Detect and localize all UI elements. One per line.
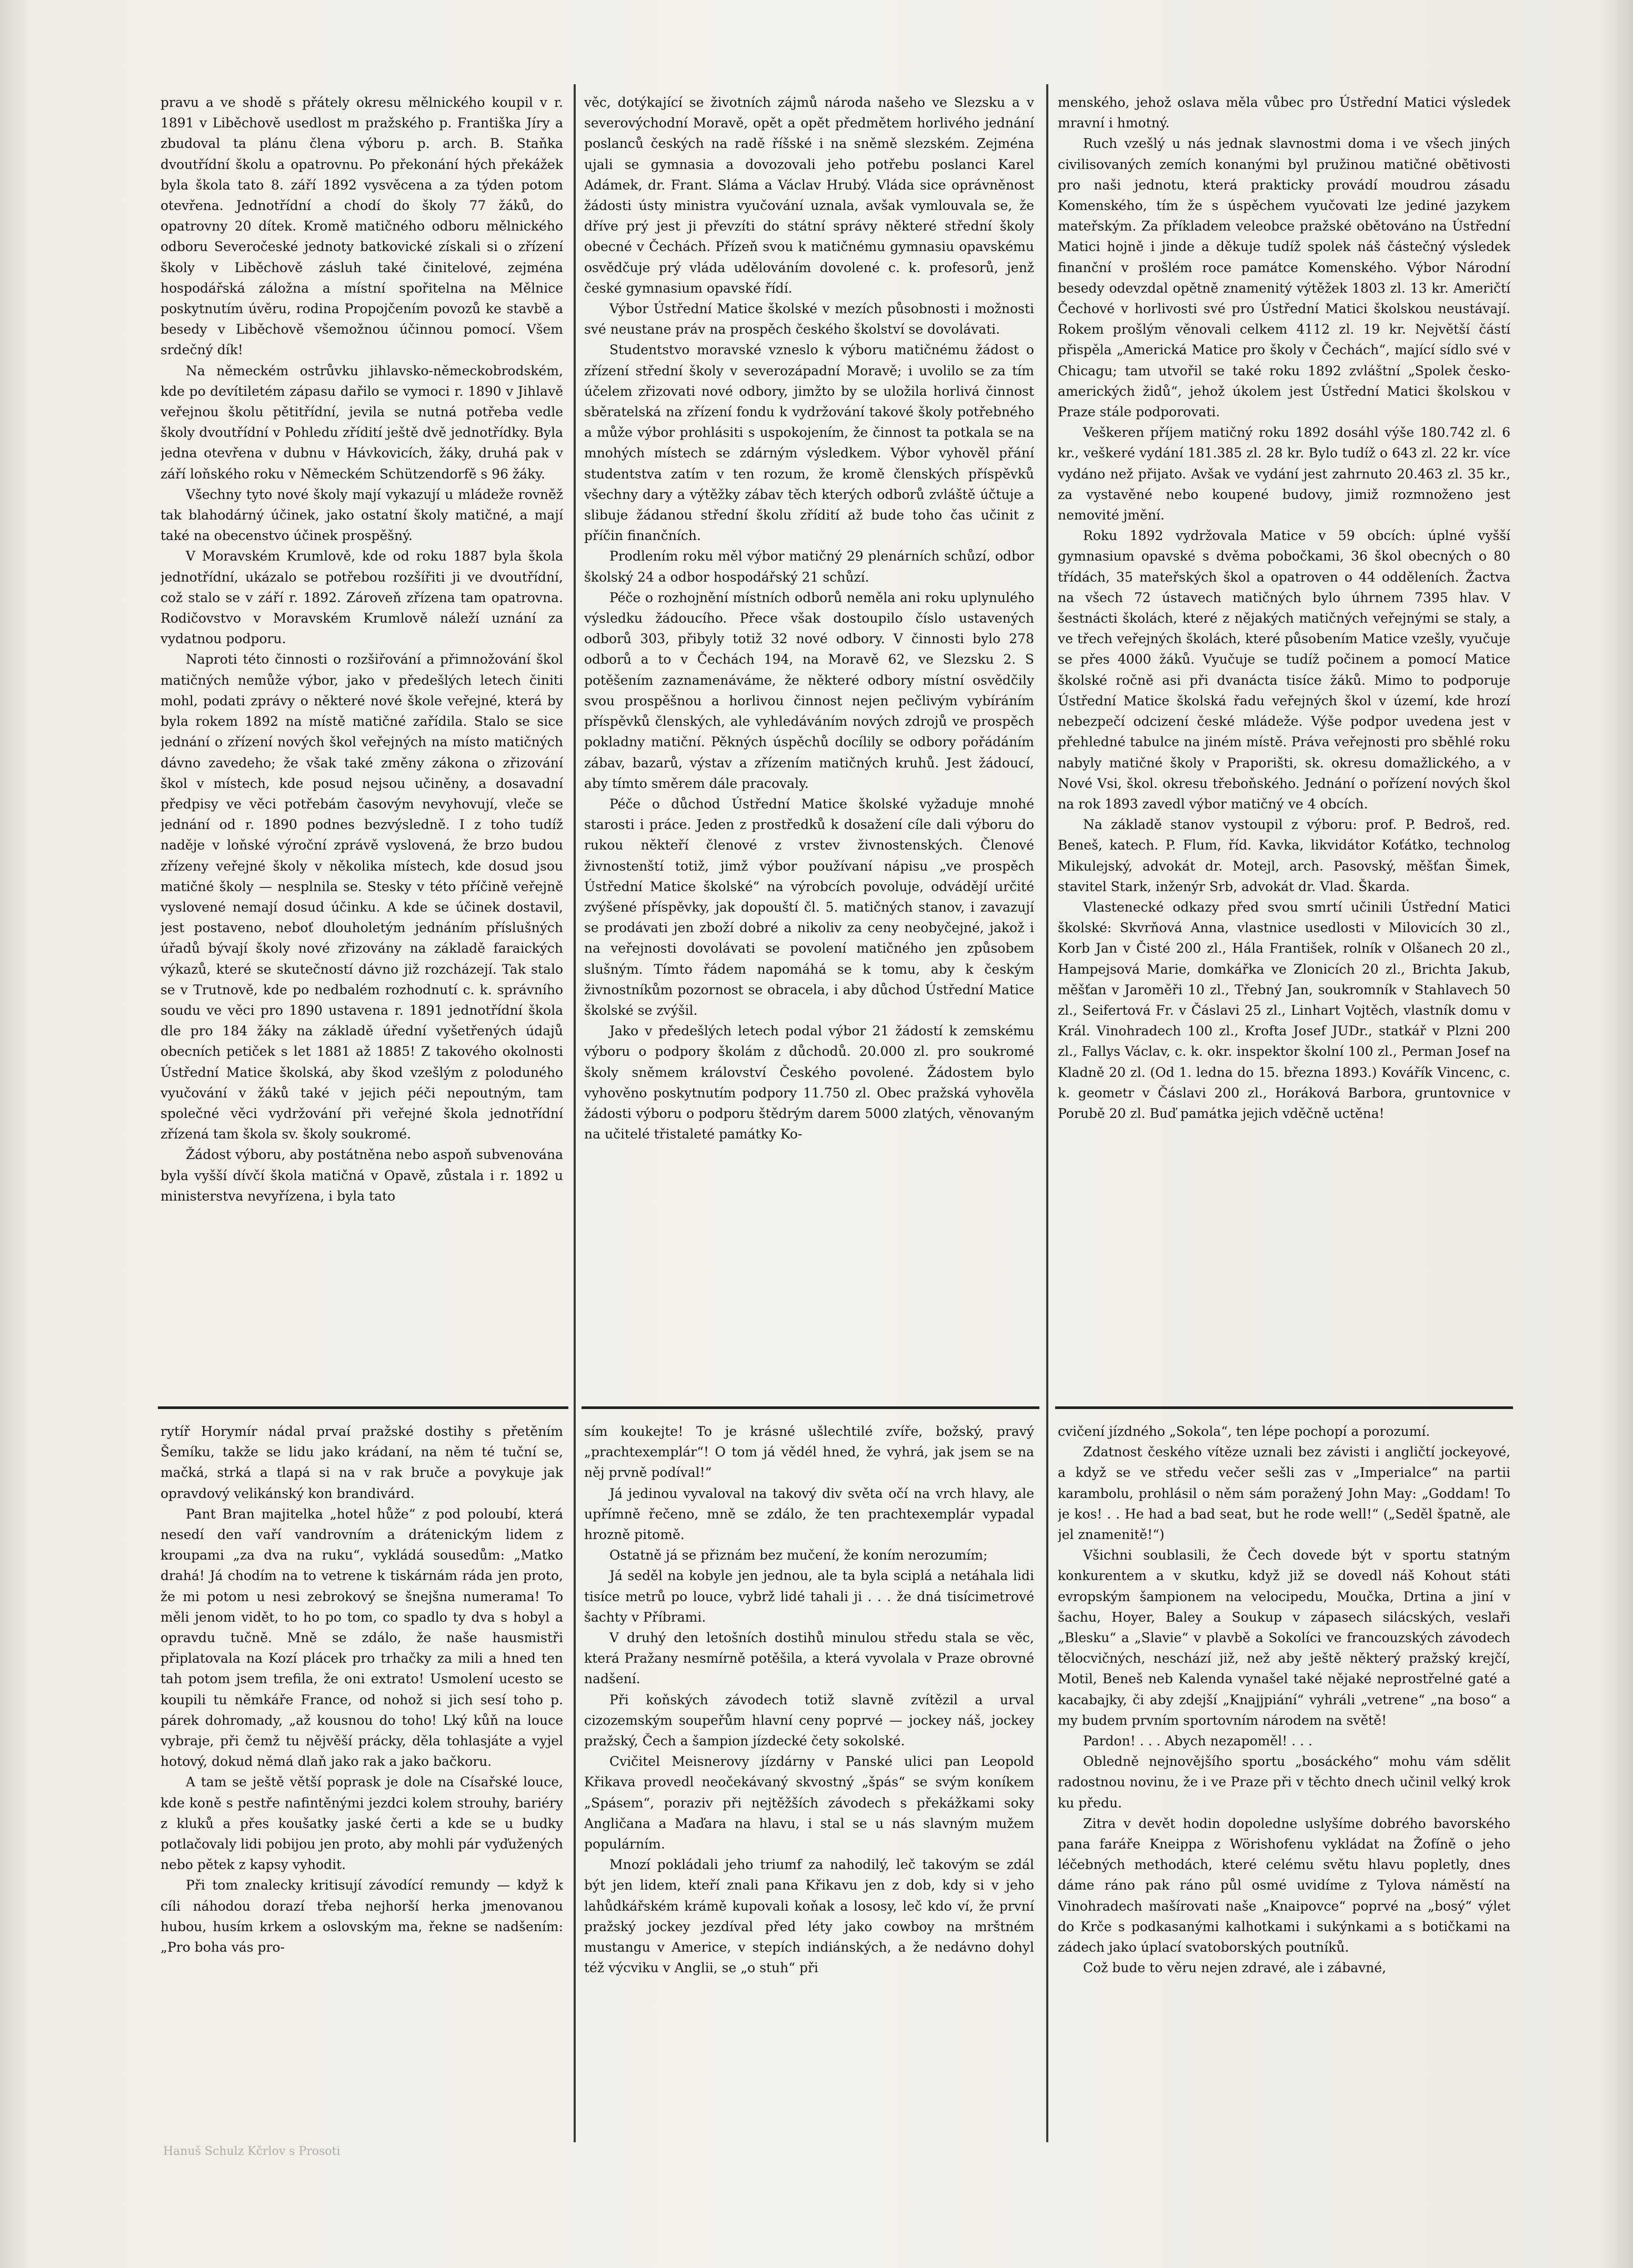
column-divider-2: [1046, 84, 1048, 2142]
paragraph: Všechny tyto nové školy mají vykazují u mládeže rovněž tak blahodárný účinek, jako ostatní školy matičné, a mají také na obecenstvo účinek prospěšný.: [161, 486, 563, 544]
paragraph: Všichni soublasili, že Čech dovede být v sportu statným konkurentem a v skutku, když již se dovedl náš Kohout státi evropským šampionem na velocipedu, Moučka, Drtina a jiní v šachu, Hoyer, Baley a Soukup v zápasech silácských, veslaři „Blesku“ a „Slavie“ v plavbě a Sokolíci ve francouzských závodech tělocvičných, neschází již, než aby ještě některý pražský krejčí, Motil, Beneš neb Kalenda vynašel také nějaké neprostřelné gaté a kacabajky, či aby zdejší „Knajjpiání“ vyhráli „vetrene“ „na boso“ a my budem prvním sportovním národem na světě!: [1058, 1547, 1510, 1728]
paragraph: Mnozí pokládali jeho triumf za nahodilý, leč takovým se zdál být jen lidem, kteří znali pana Křikavu jen z dob, kdy si v jeho lahůdkářském krámě kupovali koňak a lososy, leč kdo ví, že první pražský jockey jezdíval před léty jako cowboy na mrštném mustangu v Americe, v stepích indiánských, a že nedávno dohyl též výcviku v Anglii, se „o stuh“ při: [584, 1857, 1034, 1976]
paragraph: cvičení jízdného „Sokola“, ten lépe pochopí a porozumí.: [1058, 1424, 1430, 1439]
column-2-top: [584, 92, 1034, 1403]
paragraph: Naproti této činnosti o rozšiřování a přimnožování škol matičných nemůže výbor, jako v předešlých letech činiti mohl, podati zprávy o některé nové škole veřejné, která by byla rokem 1892 na místě matičné zařídila. Stalo se sice jednání o zřízení nových škol veřejných na místo matičných dávno zavedeho; že však také změny zákona o zřizování škol v místech, kde posud nejsou učiněny, a dosavadní předpisy ve věci potřebám časovým nevyhovují, vleče se jednání od r. 1890 podnes bezvýsledně. I z toho tudíž naděje v loňské výroční zprávě vyslovená, že brzo budou zřízeny veřejné školy v několika místech, kde dosud jsou matičné školy — nesplnila se. Stesky v této příčině veřejně vyslovené nemají dosud účinku. A kde se účinek dostavil, jest postaveno, neboť dlouholetým jednáním příslušných úřadů bývají školy nové zřizovány na základě faraických výkazů, které se skutečností dávno již rozcházejí. Tak stalo se v Trutnově, kde po nedbalém rozhodnutí c. k. správního soudu ve věci pro 1890 ustavena r. 1891 jednotřídní škola dle pro 184 žáky na základě úřední vyšetřených údajů obecních petiček s let 1881 až 1885! Z takového okolnosti Ústřední Matice školská, aby škod vzešlým z poloduného vyučování v žáků také v jejich péči nepoutným, tam společné věci vydržování při veřejné škola jednotřídní zřízená tam škola sv. školy soukromé.: [161, 652, 563, 1142]
paragraph: Ostatně já se přiznám bez mučení, že koním nerozumím;: [609, 1547, 988, 1563]
footer-faint-text: Hanuš Schulz Kčrlov s Prosoti: [163, 2145, 340, 2158]
column-1-bottom: [161, 1421, 563, 2137]
paragraph: Což bude to věru nejen zdravé, ale i zábavné,: [1083, 1960, 1386, 1976]
paragraph: Roku 1892 vydržovala Matice v 59 obcích: úplné vyšší gymnasium opavské s dvěma pobočkami, 36 škol obecných o 80 třídách, 35 mateřských škol a opatroven o 44 odděleních. Žactva na všech 72 ústavech matičných bylo úhrnem 7395 hlav. V šestnácti školách, které z nějakých matičných veřejnými se staly, a ve třech veřejných školách, které působením Matice vzešly, vyučuje se přes 4000 žáků. Vyučuje se tudíž počinem a pomocí Matice školské ročně asi při dvanácta tisíce žáků. Mimo to podporuje Ústřední Matice školská řadu veřejných škol v území, kde hrozí nebezpečí odcizení české mládeže. Výše podpor uvedena jest v přehledné tabulce na jiném místě. Práva veřejnosti pro sběhlé roku nabyly matičné školy v Praporišti, sk. okresu domažlického, a v Nové Vsi, škol. okresu třeboňského. Jednání o pořízení nových škol na rok 1893 zavedl výbor matičný ve 4 obcích.: [1058, 528, 1510, 812]
paragraph: Na německém ostrůvku jihlavsko-německobrodském, kde po devítiletém zápasu dařilo se vymoci r. 1890 v Jihlavě veřejnou školu pětitřídní, jevila se nutná potřeba vedle školy dvoutřídní v Pohledu zřídití ještě dvě jednotřídky. Byla jedna otevřena v dubnu v Hávkovicích, žáky, druhá pak v září loňského roku v Německém Schützendorfě s 96 žáky.: [161, 363, 563, 482]
paragraph: rytíř Horymír nádal prvaí pražské dostihy s přetěním Šemíku, takže se lidu jako krádaní, na něm té tuční se, mačká, strká a tlapá si na v rak bruče a povykuje jak opravdový velikánský kon brandivárd.: [161, 1424, 563, 1501]
paragraph: Při koňských závodech totiž slavně zvítězil a urval cizozemským soupeřům hlavní ceny poprvé — jockey náš, jockey pražský, Čech a šampion jízdecké čety sokolské.: [584, 1692, 1034, 1749]
paragraph: věc, dotýkající se životních zájmů národa našeho ve Slezsku a v severovýchodní Moravě, opět a opět předmětem horlivého jednání poslanců českých na radě říšské i na sněmě slezském. Zejména ujali se gymnasia a dovozovali jeho potřebu poslanci Karel Adámek, dr. Frant. Sláma a Václav Hrubý. Vláda sice oprávněnost žádosti ústy ministra vyučování uznala, avšak vymlouvala se, že dříve prý jest ji převzíti do státní správy některé střední školy obecné v Čechách. Přízeň svou k matičnému gymnasiu opavskému osvědčuje prý vláda udělováním dovolené c. k. profesorů, jenž české gymnasium opavské řídí.: [584, 95, 1034, 296]
paragraph: Pardon! . . . Abych nezapoměl! . . .: [1083, 1733, 1313, 1749]
paragraph: Výbor Ústřední Matice školské v mezích působnosti i možnosti své neustane práv na prospěch českého školství se dovolávati.: [584, 301, 1034, 337]
paragraph: Ruch vzešlý u nás jednak slavnostmi doma i ve všech jiných civilisovaných zemích konanými byl pružinou matičné obětivosti pro naši jednotu, která prakticky provádí moudrou zásadu Komenského, tím že s úspěchem vyučovati lze jediné jazykem mateřským. Za příkladem veleobce pražské obětováno na Ústřední Matici hojně i jinde a děkuje tudíž spolek náš částečný výsledek finanční v prošlém roce památce Komenského. Výbor Národní besedy odevzdal opětně znamenitý výtěžek 1803 zl. 13 kr. Američtí Čechové v horlivosti své pro Ústřední Matici školskou neustávají. Rokem prošlým věnovali celkem 4112 zl. 19 kr. Největší částí přispěla „Americká Matice pro školy v Čechách“, mající sídlo své v Chicagu; tam utvořil se také roku 1892 zvláštní „Spolek česko-amerických židů“, jehož úkolem jest Ústřední Matici školskou v Praze stále podporovati.: [1058, 136, 1510, 420]
paragraph: Já seděl na kobyle jen jednou, ale ta byla sciplá a netáhala lidi tisíce metrů po louce, vybrž lidé tahali ji . . . že dná tisícimetrové šachty v Příbrami.: [584, 1568, 1034, 1625]
paragraph: Zitra v devět hodin dopoledne uslyšíme dobrého bavorského pana faráře Kneippa z Wörishofenu vykládat na Žofíně o jeho léčebných methodách, které celému světu hlavu popletly, dnes dáme ráno pak ráno půl osmé uvidíme z Tylova náměstí na Vinohradech mašírovati naše „Knaipovce“ poprvé na „bosý“ výlet do Krče s podkasanými kalhotkami i sukýnkami a s botičkami na zádech jako úplací svatoborských poutníků.: [1058, 1815, 1510, 1955]
column-divider-1: [574, 84, 576, 2142]
paragraph: V druhý den letošních dostihů minulou středu stala se věc, která Pražany nesmírně potěšila, a která vyvolala v Praze obrovné nadšení.: [584, 1630, 1034, 1687]
paragraph: Já jedinou vyvaloval na takový div světa očí na vrch hlavy, ale upřímně řečeno, mně se zdálo, že ten prachtexemplár vypadal hrozně pitomě.: [584, 1485, 1034, 1543]
paragraph: Jako v předešlých letech podal výbor 21 žádostí k zemskému výboru o podpory školám z důchodů. 20.000 zl. pro soukromé školy sněmem království Českého povolené. Žádostem bylo vyhověno poskytnutím podpory 11.750 zl. Obec pražská vyhověla žádosti výboru o podporu štědrým darem 5000 zlatých, věnovaným na učitelé třistaleté památky Ko-: [584, 1023, 1034, 1142]
column-3-bottom: [1058, 1421, 1510, 2137]
paragraph: Obledně nejnovějšího sportu „bosáckého“ mohu vám sdělit radostnou novinu, že i ve Praze při v těchto dnech učinil velký krok ku předu.: [1058, 1754, 1510, 1811]
paragraph: Žádost výboru, aby postátněna nebo aspoň subvenována byla vyšší dívčí škola matičná v Opavě, zůstala i r. 1892 u ministerstva nevyřízena, i byla tato: [161, 1147, 563, 1204]
section-divider-middle: [582, 1406, 1039, 1409]
paragraph: Studentstvo moravské vzneslo k výboru matičnému žádost o zřízení střední školy v severozápadní Moravě; i uvolilo se za tím účelem zřizovati nové odbory, jimžto by se uložila horlivá činnost sběratelská na zřízení fondu k vydržování takové školy potřebného a může výbor prohlásiti s uspokojením, že činnost ta potkala se na mnohých místech se zdárným výsledkem. Výbor vyhověl přání studentstva zatím v ten rozum, že kromě členských příspěvků všechny dary a výtěžky zábav těch kterých odborů zvláště účtuje a slibuje žádanou střední školu zřídití až bude toho čas učinit z příčin finančních.: [584, 342, 1034, 544]
paragraph: A tam se ještě větší poprask je dole na Císařské louce, kde koně s pestře nafintěnými jezdci kolem strouhy, bariéry z kluků a přes koušatky jaské čerti a kde se u budky potlačovaly lidi pobijou jen proto, aby mohli pár vyďužených nebo pětek z kapsy vyhodit.: [161, 1774, 563, 1873]
section-divider-left: [158, 1406, 568, 1409]
paragraph: Prodlením roku měl výbor matičný 29 plenárních schůzí, odbor školský 24 a odbor hospodářský 21 schůzí.: [584, 548, 1034, 585]
paragraph: pravu a ve shodě s přátely okresu mělnického koupil v r. 1891 v Liběchově usedlost m pražského p. Františka Jíry a zbudoval ta plánu člena výboru p. arch. B. Staňka dvoutřídní školu a opatrovnu. Po překonání hých překážek byla škola tato 8. září 1892 vysvěcena a za týden potom otevřena. Jednotřídní a chodí do školy 77 žáků, do opatrovny 20 dítek. Kromě matičného odboru mělnického odboru Severočeské jednoty batkovické získali si o zřízení školy v Liběchově zásluh také činitelové, zejména hospodářská záložna a místní spořitelna na Mělnice poskytnutím úvěru, rodina Propojčením povozů ke stavbě a besedy v Liběchově všemožnou účinnou pomocí. Všem srdečný dík!: [161, 95, 563, 358]
paragraph: Cvičitel Meisnerovy jízdárny v Panské ulici pan Leopold Křikava provedl neočekávaný skvostný „špás“ se svým koníkem „Spásem“, poraziv při nejtěžších závodech s překážkami soky Angličana a Maďara na hlavu, i stal se u nás slavným mužem populárním.: [584, 1754, 1034, 1852]
paragraph: Zdatnost českého vítěze uznali bez závisti i angličtí jockeyové, a když se ve středu večer sešli zas v „Imperialce“ na partii karambolu, prohlásil o něm sám poražený John May: „Goddam! To je kos! . . He had a bad seat, but he rode well!“ („Seděl špatně, ale jel znamenitě!“): [1058, 1444, 1510, 1543]
paragraph: V Moravském Krumlově, kde od roku 1887 byla škola jednotřídní, ukázalo se potřebou rozšířiti ji ve dvoutřídní, což stalo se v září r. 1892. Zároveň zřízena tam opatrovna. Rodičovstvo v Moravském Krumlově náleží uznání za vydatnou podporu.: [161, 548, 563, 647]
paragraph: Vlastenecké odkazy před svou smrtí učinili Ústřední Matici školské: Skvrňová Anna, vlastnice usedlosti v Milovicích 30 zl., Korb Jan v Čisté 200 zl., Hála František, rolník v Olšanech 20 zl., Hampejsová Marie, domkářka ve Zlonicích 20 zl., Brichta Jakub, měšťan v Jaroměři 10 zl., Třebný Jan, soukromník v Stahlavech 50 zl., Seifertová Fr. v Čáslavi 25 zl., Linhart Vojtěch, vlastník domu v Král. Vinohradech 100 zl., Krofta Josef JUDr., statkář v Plzni 200 zl., Fallys Václav, c. k. okr. inspektor školní 100 zl., Perman Josef na Kladně 20 zl. (Od 1. ledna do 15. března 1893.) Kovářík Vincenc, c. k. geometr v Čáslavi 200 zl., Horáková Barbora, gruntovnice v Porubě 20 zl. Buď památka jejich vděčně uctěna!: [1058, 899, 1510, 1121]
paragraph: Na základě stanov vystoupil z výboru: prof. P. Bedroš, red. Beneš, katech. P. Flum, říd. Kavka, likvidátor Koťátko, technolog Mikulejský, advokát dr. Motejl, arch. Pasovský, měšťan Šimek, stavitel Stark, inženýr Srb, advokát dr. Vlad. Škarda.: [1058, 817, 1510, 894]
paragraph: sím koukejte! To je krásné ušlechtilé zvíře, božský, pravý „prachtexemplár“! O tom já vědél hned, že vyhrá, jak jsem se na něj prvně podíval!“: [584, 1424, 1034, 1481]
paragraph: Péče o důchod Ústřední Matice školské vyžaduje mnohé starosti i práce. Jeden z prostředků k dosažení cíle dali výboru do rukou někteří členové z vrstev živnostenských. Členové živnostenští totiž, jimž výbor používaní nápisu „ve prospěch Ústřední Matice školské“ na výrobcích povoluje, odvádějí určité zvýšené příspěvky, jak dopouští čl. 5. matičných stanov, i zavazují se prodávati jen zboží dobré a nikoliv za ceny neobyčejné, jakož i na veřejnosti dovolávati se povolení matičného jen způsobem slušným. Tímto řádem napomáhá se k tomu, aby k českým živnostníkům pozornost se obracela, i aby důchod Ústřední Matice školské se zvýšil.: [584, 796, 1034, 1018]
paragraph: Pant Bran majitelka „hotel hůže“ z pod poloubí, která nesedí den vaří vandrovním a drátenickým lidem z kroupami „za dva na ruku“, vykládá sousedům: „Matko drahá! Já chodím na to vetrene k tiskárnám ráda jen proto, že mi potom u nesi zebrokový se šnejšna numerama! To měli jenom vidět, to ho po tom, co spadlo ty dva s hobyl a opravdu tučně. Mně se zdálo, že naše hausmistři připlatovala na Kozí plácek pro trhačky za mili a hned ten tah potom jsem trefila, že oni extrato! Usmolení ucesto se koupili tu němkáře France, od nohož si jich sesí toho p. párek dohromady, „až kousnou do toho! Lký kůň na louce vybraje, při čemž tu nějvěší prácky, děla tohlasjáte a vyjel hotový, dokud němá dlaň jako rak a jako bačkoru.: [161, 1506, 563, 1770]
paragraph: menského, jehož oslava měla vůbec pro Ústřední Matici výsledek mravní i hmotný.: [1058, 95, 1510, 131]
paragraph: Při tom znalecky kritisují závodící remundy — když k cíli náhodou dorazí třeba nejhorší herka jmenovanou hubou, husím krkem a oslovským ma, řekne se nadšením: „Pro boha vás pro-: [161, 1877, 563, 1955]
paragraph: Péče o rozhojnění místních odborů neměla ani roku uplynulého výsledku žádoucího. Přece však dostoupilo číslo ustavených odborů 303, přibyly totiž 32 nové odbory. V činnosti bylo 278 odborů a to v Čechách 194, na Moravě 62, ve Slezsku 2. S potěšením zaznamenáváme, že některé odbory místní osvědčily svou prospěšnou a horlivou činnost nejen pečlivým vybíráním příspěvků členských, ale vyhledáváním nových zdrojů ve prospěch pokladny matiční. Pěkných úspěchů docílily se odbory pořádáním zábav, bazarů, výstav a zřízením matičných kruhů. Jest žádoucí, aby tímto směrem dále pracovaly.: [584, 590, 1034, 791]
column-3-top: [1058, 92, 1510, 1403]
column-2-bottom: [584, 1421, 1034, 2137]
section-divider-right: [1055, 1406, 1513, 1409]
column-1-top: [161, 92, 563, 1403]
paragraph: Veškeren příjem matičný roku 1892 dosáhl výše 180.742 zl. 6 kr., veškeré vydání 181.385 zl. 28 kr. Bylo tudíž o 643 zl. 22 kr. více vydáno než přijato. Avšak ve vydání jest zahrnuto 20.463 zl. 35 kr., za vystavěné nebo koupené budovy, jimiž rozmnoženo jest nemovité jmění.: [1058, 425, 1510, 523]
